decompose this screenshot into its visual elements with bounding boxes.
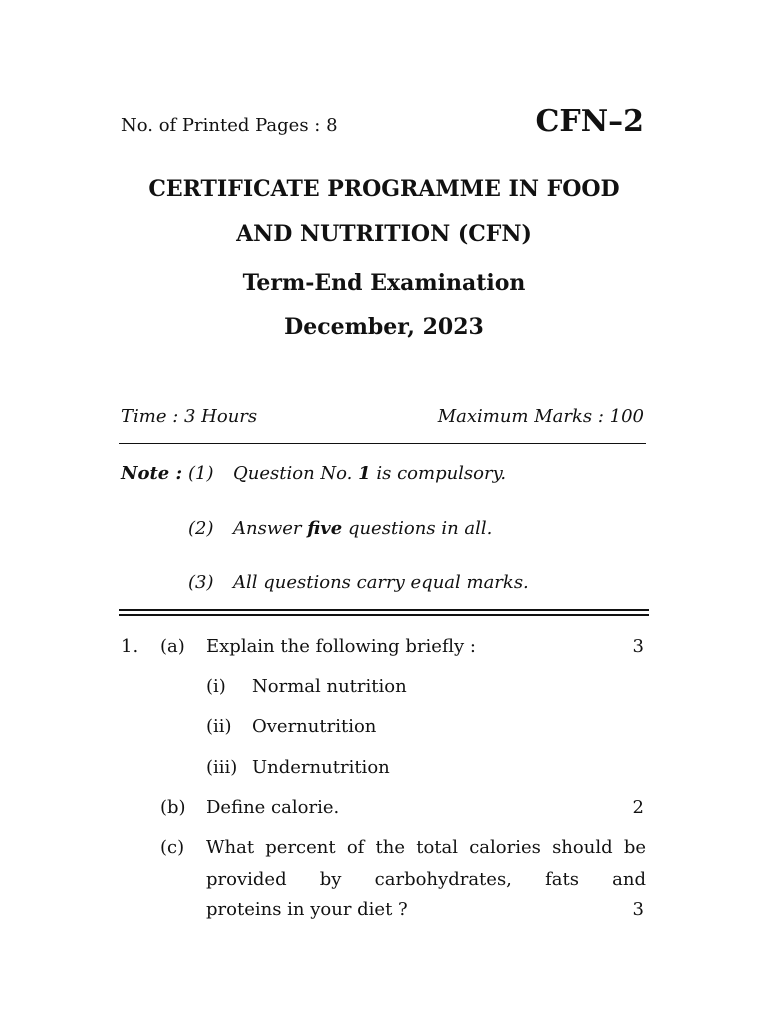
part-c-marks: 3	[632, 899, 644, 920]
maximum-marks: Maximum Marks : 100	[437, 406, 644, 427]
note-item-2-text-end: questions in all.	[342, 518, 493, 539]
note-item-2-emphasis: five	[307, 518, 343, 539]
subpart-i-number: (i)	[206, 676, 226, 697]
part-c-line-2: provided by carbohydrates, fats and	[206, 869, 646, 890]
note-item-3	[233, 572, 529, 593]
subpart-ii-text: Overnutrition	[252, 716, 377, 737]
note-item-1-text-end: is compulsory.	[370, 463, 507, 484]
programme-title-line1: CERTIFICATE PROGRAMME IN FOOD	[148, 176, 620, 202]
programme-title-line2: AND NUTRITION (CFN)	[236, 221, 532, 247]
note-item-3-number: (3)	[188, 572, 214, 593]
note-item-1-number: (1)	[188, 463, 214, 484]
course-code: CFN–2	[535, 104, 644, 139]
part-c-line-3: proteins in your diet ?	[206, 899, 408, 920]
note-item-1-text: Question No.	[233, 463, 359, 484]
part-a-text: Explain the following briefly :	[206, 636, 476, 657]
note-item-1	[233, 463, 506, 484]
subpart-i-text: Normal nutrition	[252, 676, 407, 697]
subpart-iii-text: Undernutrition	[252, 757, 390, 778]
divider-line	[119, 443, 646, 444]
subpart-iii-number: (iii)	[206, 757, 238, 778]
part-c-line-1: What percent of the total calories should be	[206, 837, 646, 858]
part-a-marks: 3	[632, 636, 644, 657]
exam-title: Term-End Examination	[242, 270, 526, 296]
printed-pages: No. of Printed Pages : 8	[121, 115, 338, 136]
exam-date: December, 2023	[284, 314, 484, 340]
note-item-1-emphasis: 1	[358, 463, 371, 484]
note-item-2	[233, 518, 492, 539]
double-divider-top	[119, 609, 649, 611]
part-a-label: (a)	[160, 636, 185, 657]
part-c-label: (c)	[160, 837, 185, 858]
note-item-3-text: All questions carry equal marks.	[233, 572, 529, 593]
note-item-2-text: Answer	[233, 518, 308, 539]
note-label: Note :	[121, 463, 183, 484]
part-b-label: (b)	[160, 797, 186, 818]
part-b-text: Define calorie.	[206, 797, 340, 818]
exam-time: Time : 3 Hours	[121, 406, 258, 427]
double-divider-bottom	[119, 614, 649, 616]
subpart-ii-number: (ii)	[206, 716, 232, 737]
note-item-2-number: (2)	[188, 518, 214, 539]
part-b-marks: 2	[632, 797, 644, 818]
question-number: 1.	[121, 636, 139, 657]
